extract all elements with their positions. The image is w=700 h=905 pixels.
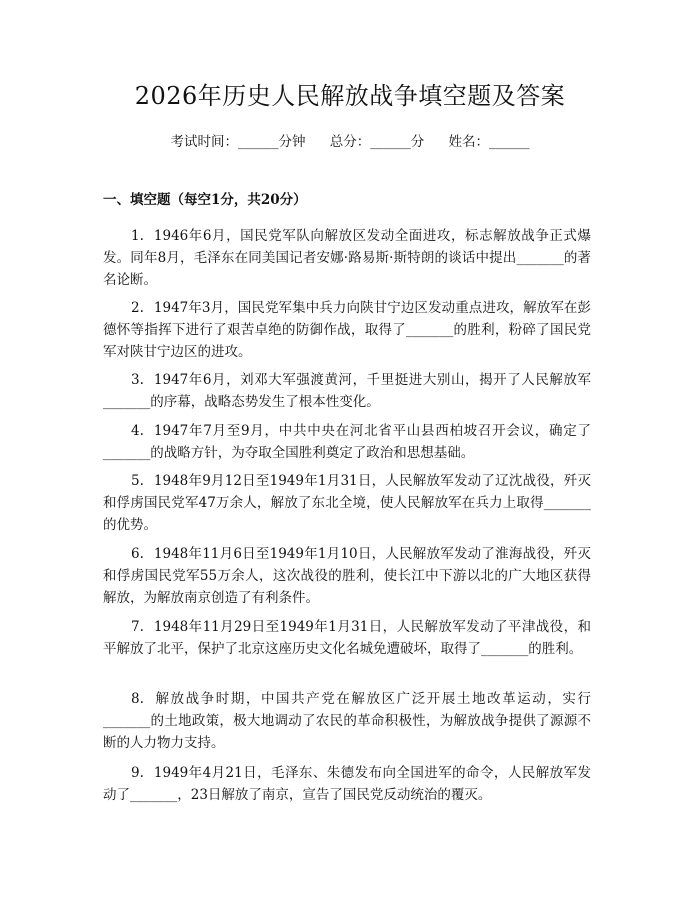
question-text: 1946年6月，国民党军队向解放区发动全面进攻，标志解放战争正式爆发。同年8月，毛泽东在同美国记者安娜·路易斯·斯特朗的谈话中提出_______的著名论断。 bbox=[103, 228, 591, 288]
question-8 bbox=[103, 688, 591, 754]
question-text: 1947年7月至9月，中共中央在河北省平山县西柏坡召开会议，确定了_______的战略方针，为夺取全国胜利奠定了政治和思想基础。 bbox=[103, 423, 591, 461]
question-number: 3. bbox=[131, 372, 144, 388]
question-text: 1948年9月12日至1949年1月31日，人民解放军发动了辽沈战役，歼灭和俘虏国民党军47万余人，解放了东北全境，使人民解放军在兵力上取得_______的优势。 bbox=[103, 473, 591, 533]
exam-time: 考试时间：______分钟 bbox=[170, 134, 306, 150]
question-number: 7. bbox=[131, 619, 144, 635]
question-5 bbox=[103, 470, 591, 536]
question-number: 2. bbox=[131, 300, 144, 316]
question-number: 1. bbox=[131, 228, 144, 244]
question-2 bbox=[103, 297, 591, 363]
question-text: 1949年4月21日，毛泽东、朱德发布向全国进军的命令，人民解放军发动了_______，23日解放了南京，宣告了国民党反动统治的覆灭。 bbox=[103, 765, 591, 803]
question-number: 6. bbox=[131, 546, 144, 562]
question-text: 1947年6月，刘邓大军强渡黄河，千里挺进大别山，揭开了人民解放军_______的序幕，战略态势发生了根本性变化。 bbox=[103, 372, 591, 410]
question-text: 1947年3月，国民党军集中兵力向陕甘宁边区发动重点进攻，解放军在彭德怀等指挥下进行了艰苦卓绝的防御作战，取得了_______的胜利，粉碎了国民党军对陕甘宁边区的进攻。 bbox=[103, 300, 591, 360]
exam-meta bbox=[0, 132, 700, 152]
question-6 bbox=[103, 543, 591, 609]
question-text: 解放战争时期，中国共产党在解放区广泛开展土地改革运动，实行_______的土地政策，极大地调动了农民的革命积极性，为解放战争提供了源源不断的人力物力支持。 bbox=[103, 691, 591, 751]
question-number: 5. bbox=[131, 473, 144, 489]
question-3 bbox=[103, 369, 591, 413]
question-9 bbox=[103, 762, 591, 806]
page-title: 2026年历史人民解放战争填空题及答案 bbox=[134, 82, 566, 110]
question-text: 1948年11月29日至1949年1月31日，人民解放军发动了平津战役，和平解放了北平，保护了北京这座历史文化名城免遭破坏，取得了_______的胜利。 bbox=[103, 619, 591, 657]
question-7 bbox=[103, 616, 591, 660]
question-1 bbox=[103, 225, 591, 291]
total-score: 总分：______分 bbox=[329, 134, 425, 150]
question-number: 9. bbox=[131, 765, 144, 781]
question-4 bbox=[103, 420, 591, 464]
question-text: 1948年11月6日至1949年1月10日，人民解放军发动了淮海战役，歼灭和俘虏国民党军55万余人，这次战役的胜利，使长江中下游以北的广大地区获得解放，为解放南京创造了有利条件。 bbox=[103, 546, 591, 606]
question-number: 4. bbox=[131, 423, 144, 439]
question-number: 8. bbox=[131, 691, 144, 707]
section-heading: 一、填空题（每空1分，共20分） bbox=[103, 192, 307, 208]
student-name: 姓名：______ bbox=[448, 134, 530, 150]
